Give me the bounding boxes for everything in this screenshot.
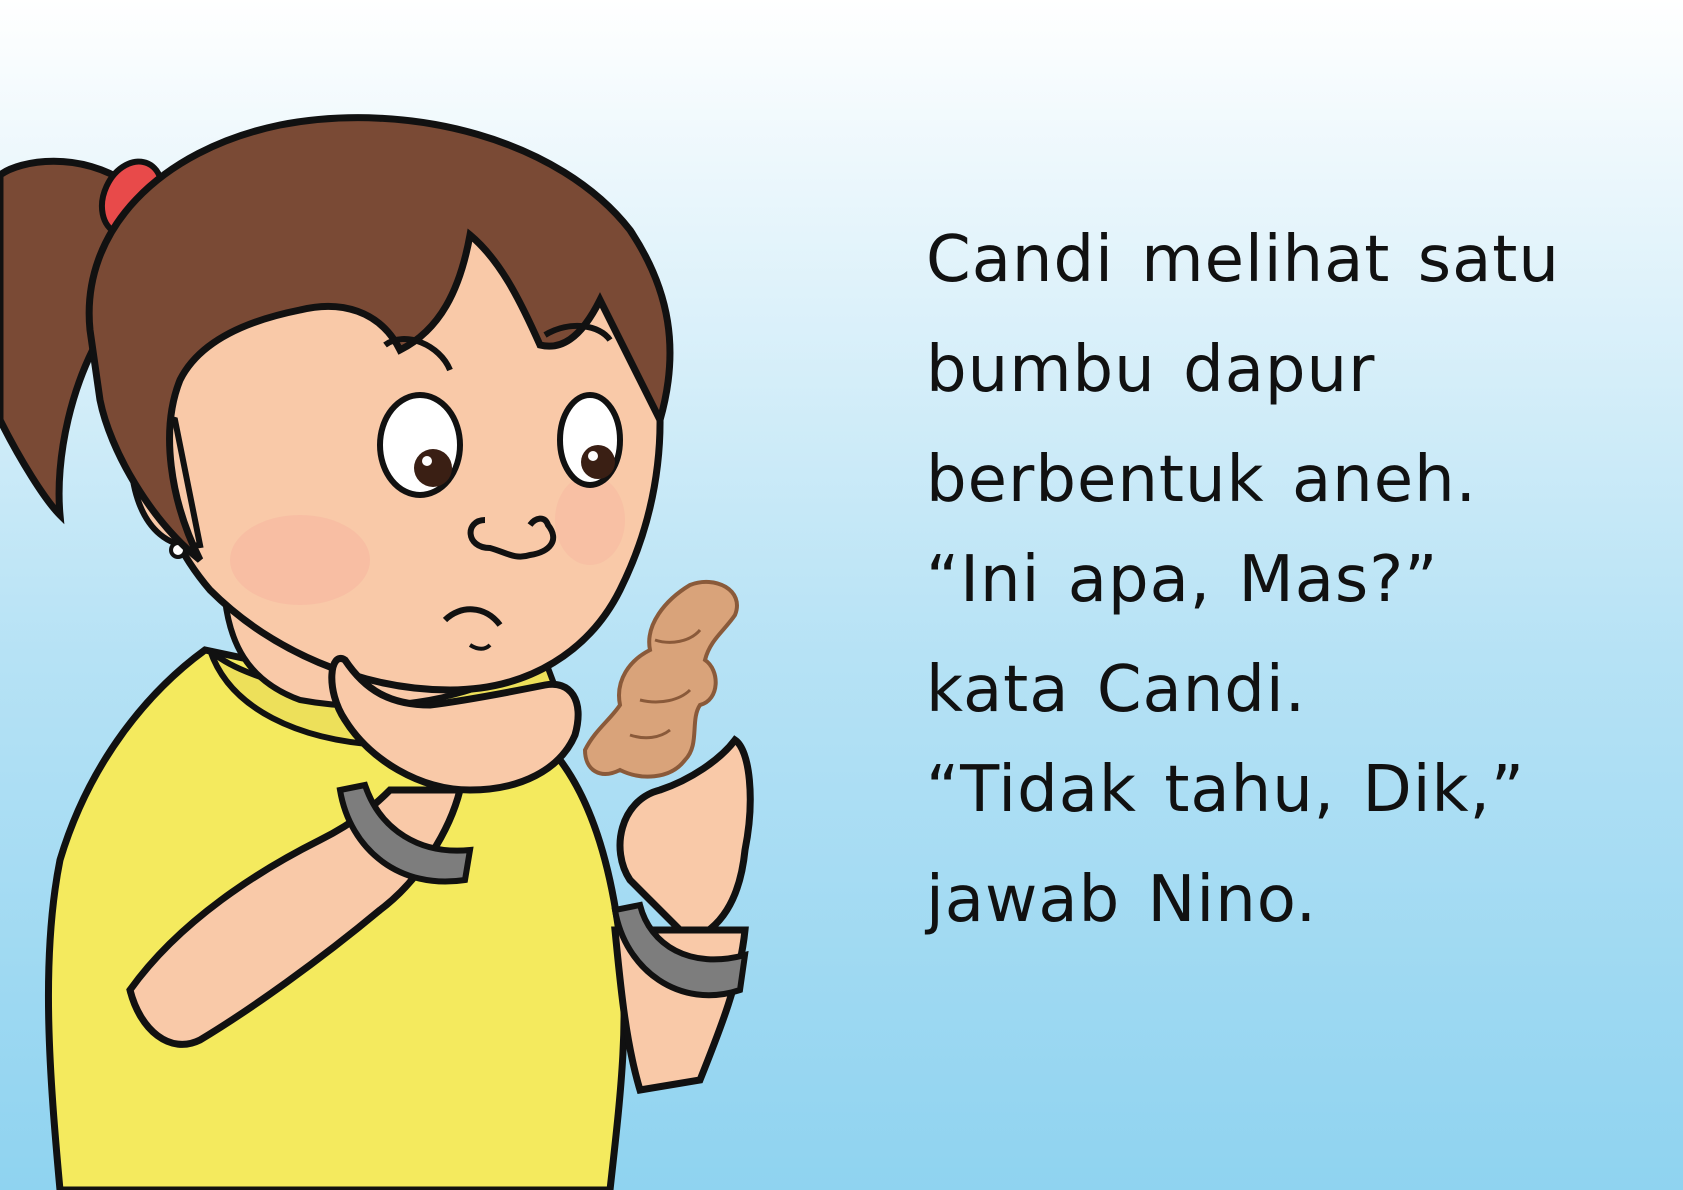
story-line: Candi melihat satu	[926, 223, 1560, 297]
story-line: berbentuk aneh.	[926, 443, 1477, 517]
story-line: kata Candi.	[926, 653, 1307, 727]
pupil-right-highlight	[588, 451, 598, 461]
story-text	[926, 205, 1646, 955]
story-line: “Tidak tahu, Dik,”	[926, 753, 1526, 827]
cheek-right	[555, 475, 625, 565]
pupil-left	[414, 449, 452, 487]
girl-illustration	[0, 0, 800, 1190]
story-line: bumbu dapur	[926, 333, 1376, 407]
pupil-left-highlight	[422, 456, 432, 466]
story-line: “Ini apa, Mas?”	[926, 543, 1439, 617]
pupil-right	[581, 445, 615, 479]
cheek-left	[230, 515, 370, 605]
story-line: jawab Nino.	[926, 863, 1318, 937]
